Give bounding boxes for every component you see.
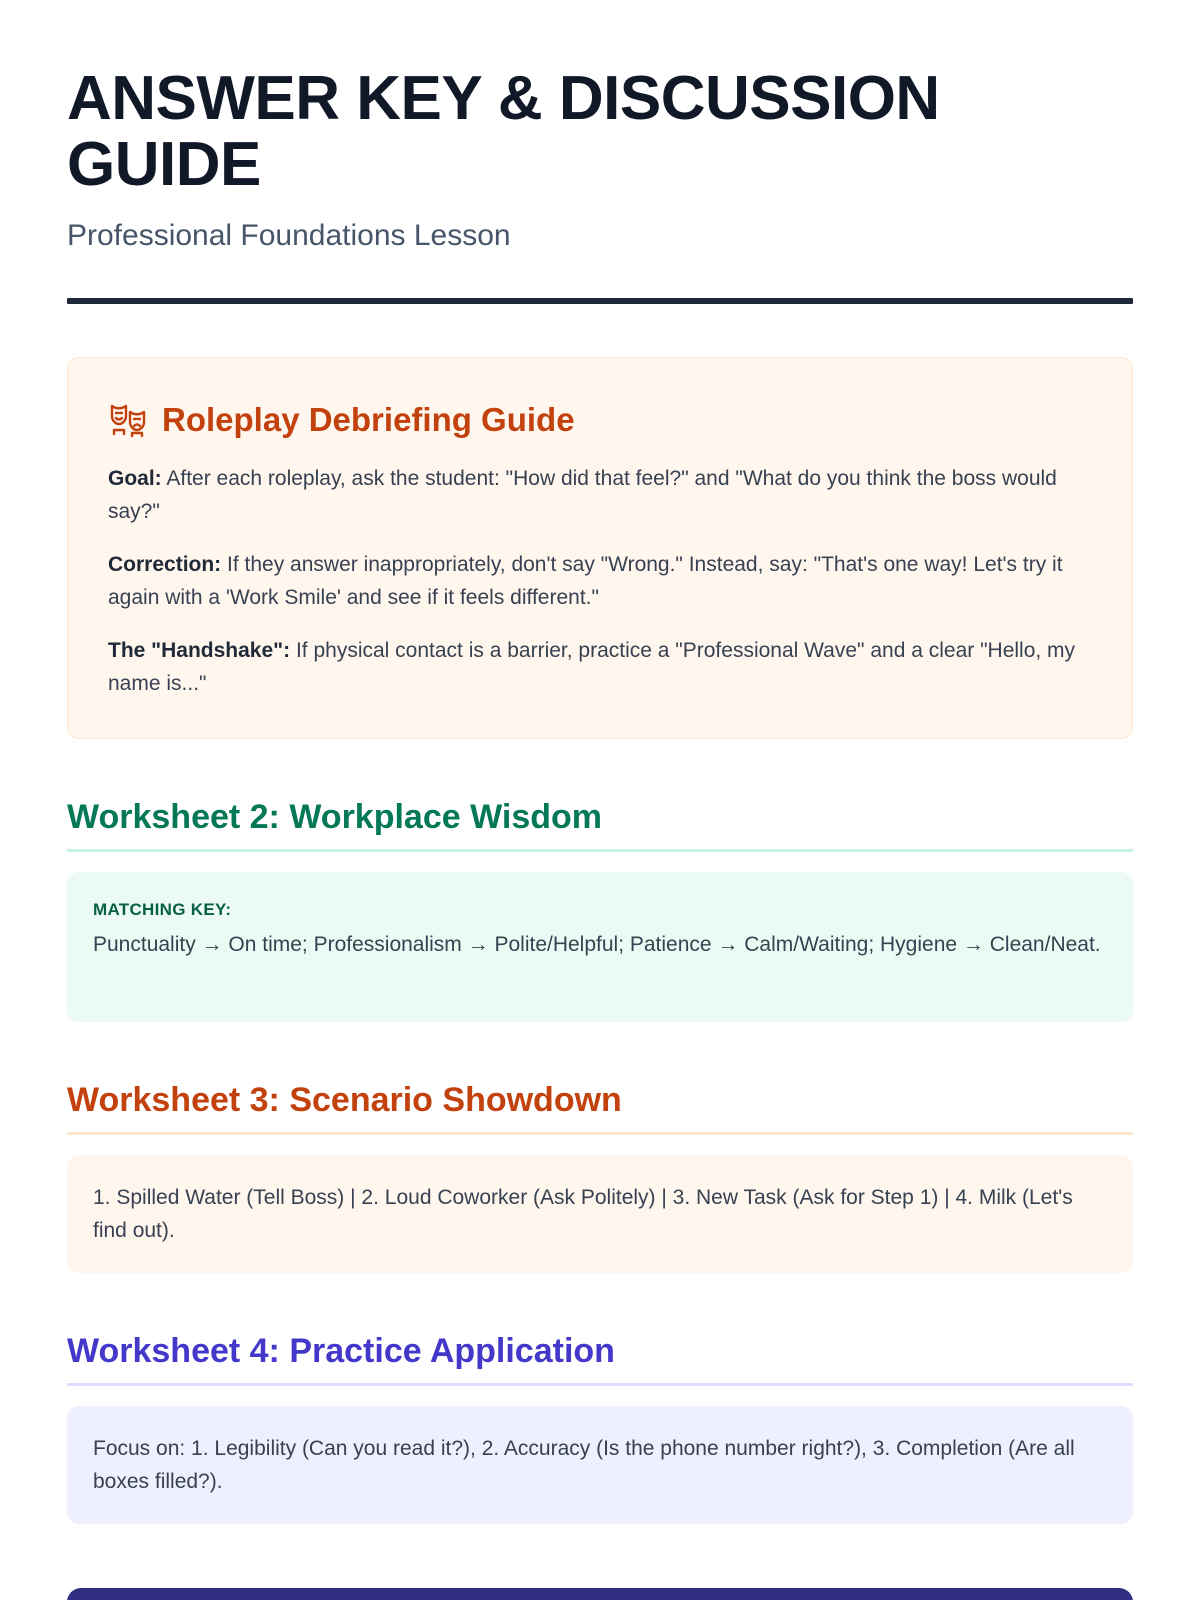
worksheet-3-answer-card [67,1155,1133,1273]
debrief-handshake [108,634,1092,700]
worksheet-3-heading: Worksheet 3: Scenario Showdown [67,1081,622,1119]
debrief-goal-text: After each roleplay, ask the student: "How did that feel?" and "What do you think the boss would say?" [108,467,1057,523]
matching-key-label: MATCHING KEY: [93,900,232,919]
debrief-correction-text: If they answer inappropriately, don't say "Wrong." Instead, say: "That's one way! Let's try it again with a 'Work Smile' and see if it feels different." [108,553,1063,609]
page-title: ANSWER KEY & DISCUSSION GUIDE [67,64,940,199]
worksheet-2-answer-card [67,872,1133,1022]
debrief-heading: Roleplay Debriefing Guide [162,401,575,438]
title-divider [67,298,1133,304]
debrief-handshake-label: The "Handshake": [108,639,291,662]
matching-key-text: Punctuality → On time; Professionalism → Polite/Helpful; Patience → Calm/Waiting; Hygiene → Clean/Neat. [93,933,1101,956]
debrief-handshake-text: If physical contact is a barrier, practice a "Professional Wave" and a clear "Hello, my name is..." [108,639,1076,695]
footer-banner [67,1588,1133,1600]
worksheet-2-divider [67,849,1133,852]
answer-key-page [67,66,1133,1524]
debrief-goal-label: Goal: [108,467,162,490]
debrief-goal [108,462,1092,528]
worksheet-3-divider [67,1132,1133,1135]
debrief-correction-label: Correction: [108,553,222,576]
page-subtitle: Professional Foundations Lesson [67,219,511,252]
scenario-answers-text: 1. Spilled Water (Tell Boss) | 2. Loud Coworker (Ask Politely) | 3. New Task (Ask for Step 1) | 4. Milk (Let's find out). [93,1186,1073,1242]
debrief-heading-row [108,400,1092,440]
debrief-correction [108,548,1092,614]
roleplay-debriefing-guide [67,357,1133,739]
theater-masks-icon [108,400,148,440]
worksheet-4-answer-card [67,1406,1133,1524]
worksheet-2-heading: Worksheet 2: Workplace Wisdom [67,798,603,836]
worksheet-4-heading: Worksheet 4: Practice Application [67,1332,615,1370]
worksheet-4-divider [67,1383,1133,1386]
practice-application-text: Focus on: 1. Legibility (Can you read it?), 2. Accuracy (Is the phone number right?), 3. Completion (Are all boxes filled?). [93,1437,1075,1493]
